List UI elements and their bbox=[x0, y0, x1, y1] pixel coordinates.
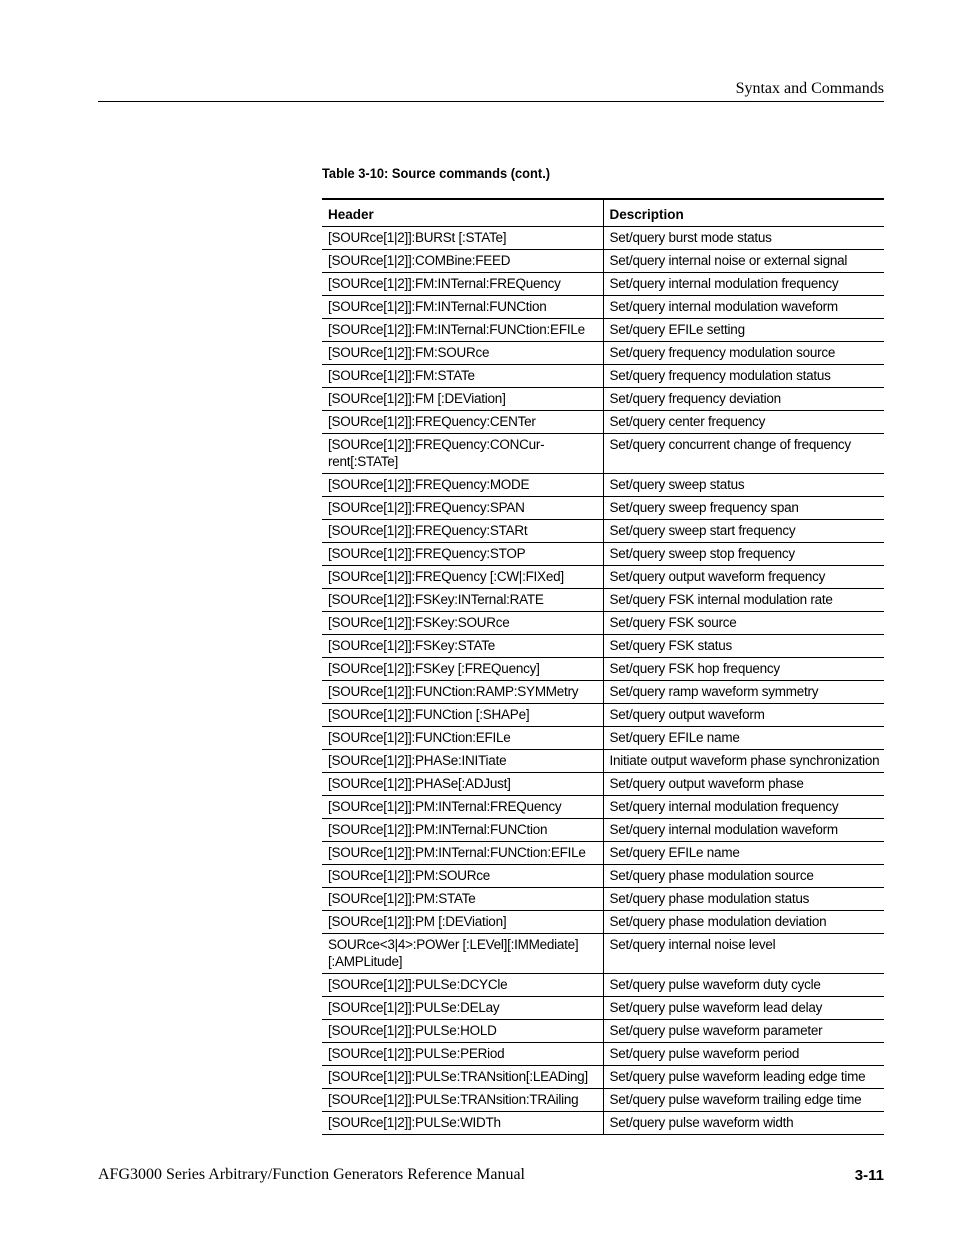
command-description-cell bbox=[603, 434, 884, 474]
command-description-cell bbox=[603, 934, 884, 974]
command-header-text: [SOURce[1|2]]:PULSe:TRANsition[:LEADing] bbox=[328, 1069, 588, 1084]
table-row bbox=[322, 997, 884, 1020]
command-description-text: Set/query EFILe name bbox=[609, 730, 740, 745]
table-row bbox=[322, 911, 884, 934]
command-description-text: Set/query pulse waveform parameter bbox=[609, 1023, 823, 1038]
command-header-cell bbox=[322, 842, 603, 865]
command-description-cell bbox=[603, 704, 884, 727]
command-header-text: [SOURce[1|2]]:FSKey:SOURce bbox=[328, 615, 510, 630]
command-header-text: [SOURce[1|2]]:PM:INTernal:FREQuency bbox=[328, 799, 562, 814]
command-description-cell bbox=[603, 497, 884, 520]
table-row bbox=[322, 365, 884, 388]
command-description-text: Set/query sweep stop frequency bbox=[609, 546, 795, 561]
command-description-text: Set/query pulse waveform duty cycle bbox=[609, 977, 821, 992]
command-header-text: [SOURce[1|2]]:FUNCtion:EFILe bbox=[328, 730, 511, 745]
command-description-cell bbox=[603, 1112, 884, 1135]
table-row bbox=[322, 1043, 884, 1066]
table-row bbox=[322, 974, 884, 997]
table-row bbox=[322, 681, 884, 704]
table-row bbox=[322, 658, 884, 681]
command-header-text: [SOURce[1|2]]:COMBine:FEED bbox=[328, 253, 511, 268]
command-description-cell bbox=[603, 681, 884, 704]
command-header-text: [SOURce[1|2]]:PULSe:DELay bbox=[328, 1000, 500, 1015]
command-header-cell bbox=[322, 934, 603, 974]
command-header-text: [SOURce[1|2]]:PM:INTernal:FUNCtion:EFILe bbox=[328, 845, 586, 860]
command-description-text: Set/query internal modulation waveform bbox=[609, 299, 838, 314]
command-description-text: Set/query internal modulation waveform bbox=[609, 822, 838, 837]
command-header-text: [SOURce[1|2]]:FREQuency:MODE bbox=[328, 477, 530, 492]
table-body bbox=[322, 227, 884, 1135]
command-header-cell bbox=[322, 911, 603, 934]
command-description-text: Set/query sweep start frequency bbox=[609, 523, 796, 538]
command-header-text: [SOURce[1|2]]:FREQuency:STARt bbox=[328, 523, 528, 538]
command-header-text: [SOURce[1|2]]:PM [:DEViation] bbox=[328, 914, 507, 929]
command-description-cell bbox=[603, 612, 884, 635]
command-header-text: [SOURce[1|2]]:FSKey:INTernal:RATE bbox=[328, 592, 544, 607]
command-description-cell bbox=[603, 250, 884, 273]
command-header-text: [SOURce[1|2]]:FM:SOURce bbox=[328, 345, 490, 360]
command-header-cell bbox=[322, 704, 603, 727]
command-description-cell bbox=[603, 589, 884, 612]
command-description-cell bbox=[603, 658, 884, 681]
command-description-text: Set/query FSK hop frequency bbox=[609, 661, 780, 676]
table-row bbox=[322, 934, 884, 974]
command-description-text: Set/query pulse waveform leading edge time bbox=[609, 1069, 866, 1084]
command-header-cell bbox=[322, 296, 603, 319]
command-header-cell bbox=[322, 1066, 603, 1089]
table-row bbox=[322, 796, 884, 819]
command-description-cell bbox=[603, 1089, 884, 1112]
command-description-text: Set/query internal modulation frequency bbox=[609, 276, 839, 291]
command-header-text: [SOURce[1|2]]:PHASe[:ADJust] bbox=[328, 776, 511, 791]
command-description-cell bbox=[603, 911, 884, 934]
command-header-cell bbox=[322, 1089, 603, 1112]
command-description-cell bbox=[603, 388, 884, 411]
command-description-text: Set/query sweep status bbox=[609, 477, 745, 492]
table-row bbox=[322, 1066, 884, 1089]
column-header-description: Description bbox=[603, 199, 884, 227]
command-description-cell bbox=[603, 974, 884, 997]
command-description-text: Set/query center frequency bbox=[609, 414, 766, 429]
table-row bbox=[322, 520, 884, 543]
table-row bbox=[322, 319, 884, 342]
command-description-text: Set/query frequency modulation source bbox=[609, 345, 836, 360]
command-header-cell bbox=[322, 1112, 603, 1135]
table-row bbox=[322, 227, 884, 250]
command-header-text: [SOURce[1|2]]:FSKey [:FREQuency] bbox=[328, 661, 540, 676]
command-description-cell bbox=[603, 227, 884, 250]
command-header-cell bbox=[322, 750, 603, 773]
command-description-text: Set/query burst mode status bbox=[609, 230, 772, 245]
command-header-text: SOURce<3|4>:POWer [:LEVel][:IMMediate] [:AMPLitude] bbox=[328, 937, 579, 969]
command-header-text: [SOURce[1|2]]:FREQuency:SPAN bbox=[328, 500, 525, 515]
command-header-text: [SOURce[1|2]]:FREQuency:STOP bbox=[328, 546, 526, 561]
table-row bbox=[322, 589, 884, 612]
command-description-cell bbox=[603, 365, 884, 388]
table-row bbox=[322, 411, 884, 434]
command-description-text: Set/query pulse waveform width bbox=[609, 1115, 794, 1130]
command-header-text: [SOURce[1|2]]:PULSe:HOLD bbox=[328, 1023, 497, 1038]
command-header-text: [SOURce[1|2]]:PULSe:TRANsition:TRAiling bbox=[328, 1092, 579, 1107]
table-row bbox=[322, 865, 884, 888]
command-header-text: [SOURce[1|2]]:PM:STATe bbox=[328, 891, 476, 906]
table-header-row bbox=[322, 199, 884, 227]
command-description-cell bbox=[603, 865, 884, 888]
command-header-cell bbox=[322, 997, 603, 1020]
command-description-cell bbox=[603, 1043, 884, 1066]
command-header-cell bbox=[322, 796, 603, 819]
table-row bbox=[322, 819, 884, 842]
command-header-cell bbox=[322, 635, 603, 658]
command-header-cell bbox=[322, 658, 603, 681]
command-header-cell bbox=[322, 773, 603, 796]
command-description-text: Set/query EFILe setting bbox=[609, 322, 745, 337]
command-description-text: Set/query concurrent change of frequency bbox=[609, 437, 851, 452]
table-row bbox=[322, 1112, 884, 1135]
command-header-text: [SOURce[1|2]]:FUNCtion:RAMP:SYMMetry bbox=[328, 684, 579, 699]
table-row bbox=[322, 250, 884, 273]
command-description-text: Set/query EFILe name bbox=[609, 845, 740, 860]
command-header-cell bbox=[322, 1043, 603, 1066]
table-row bbox=[322, 543, 884, 566]
command-header-cell bbox=[322, 819, 603, 842]
command-header-text: [SOURce[1|2]]:FUNCtion [:SHAPe] bbox=[328, 707, 530, 722]
command-description-cell bbox=[603, 997, 884, 1020]
command-header-text: [SOURce[1|2]]:PULSe:WIDTh bbox=[328, 1115, 501, 1130]
command-header-cell bbox=[322, 319, 603, 342]
command-description-text: Set/query sweep frequency span bbox=[609, 500, 799, 515]
command-header-cell bbox=[322, 589, 603, 612]
header-rule bbox=[98, 101, 884, 102]
command-description-cell bbox=[603, 342, 884, 365]
command-header-text: [SOURce[1|2]]:FREQuency [:CW|:FIXed] bbox=[328, 569, 564, 584]
command-description-cell bbox=[603, 635, 884, 658]
command-description-cell bbox=[603, 543, 884, 566]
command-description-text: Set/query phase modulation source bbox=[609, 868, 814, 883]
command-description-text: Set/query FSK source bbox=[609, 615, 737, 630]
command-header-text: [SOURce[1|2]]:FSKey:STATe bbox=[328, 638, 496, 653]
command-description-cell bbox=[603, 750, 884, 773]
command-description-text: Set/query FSK internal modulation rate bbox=[609, 592, 833, 607]
command-header-text: [SOURce[1|2]]:FREQuency:CONCur- rent[:STATe] bbox=[328, 437, 545, 469]
command-header-cell bbox=[322, 865, 603, 888]
command-description-cell bbox=[603, 796, 884, 819]
command-description-text: Set/query internal modulation frequency bbox=[609, 799, 839, 814]
command-description-cell bbox=[603, 566, 884, 589]
command-header-cell bbox=[322, 388, 603, 411]
table-row bbox=[322, 704, 884, 727]
table-row bbox=[322, 727, 884, 750]
command-header-cell bbox=[322, 434, 603, 474]
command-header-text: [SOURce[1|2]]:FM:INTernal:FUNCtion bbox=[328, 299, 547, 314]
table-row bbox=[322, 342, 884, 365]
command-description-text: Set/query frequency deviation bbox=[609, 391, 781, 406]
command-description-text: Set/query pulse waveform period bbox=[609, 1046, 800, 1061]
command-header-text: [SOURce[1|2]]:PM:INTernal:FUNCtion bbox=[328, 822, 548, 837]
command-description-text: Set/query internal noise or external signal bbox=[609, 253, 848, 268]
command-description-text: Set/query pulse waveform lead delay bbox=[609, 1000, 823, 1015]
table-row bbox=[322, 612, 884, 635]
command-header-text: [SOURce[1|2]]:PULSe:PERiod bbox=[328, 1046, 505, 1061]
table-row bbox=[322, 773, 884, 796]
table-row bbox=[322, 1089, 884, 1112]
table-row bbox=[322, 273, 884, 296]
command-description-cell bbox=[603, 411, 884, 434]
command-description-cell bbox=[603, 727, 884, 750]
command-header-cell bbox=[322, 727, 603, 750]
command-header-cell bbox=[322, 497, 603, 520]
command-header-text: [SOURce[1|2]]:PULSe:DCYCle bbox=[328, 977, 508, 992]
command-description-text: Set/query pulse waveform trailing edge time bbox=[609, 1092, 862, 1107]
table-row bbox=[322, 474, 884, 497]
source-commands-table bbox=[322, 198, 884, 1135]
command-description-text: Set/query internal noise level bbox=[609, 937, 776, 952]
command-description-cell bbox=[603, 296, 884, 319]
command-header-cell bbox=[322, 365, 603, 388]
command-description-text: Set/query phase modulation deviation bbox=[609, 914, 827, 929]
command-description-text: Set/query output waveform bbox=[609, 707, 765, 722]
command-header-cell bbox=[322, 227, 603, 250]
table-row bbox=[322, 888, 884, 911]
command-header-text: [SOURce[1|2]]:FM:INTernal:FUNCtion:EFILe bbox=[328, 322, 585, 337]
command-header-text: [SOURce[1|2]]:FM:INTernal:FREQuency bbox=[328, 276, 561, 291]
command-description-cell bbox=[603, 273, 884, 296]
command-description-cell bbox=[603, 319, 884, 342]
command-description-cell bbox=[603, 773, 884, 796]
table-row bbox=[322, 388, 884, 411]
command-header-cell bbox=[322, 1020, 603, 1043]
command-description-cell bbox=[603, 819, 884, 842]
table-row bbox=[322, 750, 884, 773]
command-description-cell bbox=[603, 1066, 884, 1089]
command-header-cell bbox=[322, 474, 603, 497]
table-row bbox=[322, 434, 884, 474]
command-description-cell bbox=[603, 474, 884, 497]
page-number: 3-11 bbox=[854, 1167, 884, 1184]
command-header-text: [SOURce[1|2]]:PHASe:INITiate bbox=[328, 753, 507, 768]
command-header-text: [SOURce[1|2]]:FM:STATe bbox=[328, 368, 475, 383]
command-header-cell bbox=[322, 411, 603, 434]
command-header-cell bbox=[322, 974, 603, 997]
command-header-cell bbox=[322, 543, 603, 566]
command-description-text: Initiate output waveform phase synchronization bbox=[609, 753, 880, 768]
command-header-cell bbox=[322, 612, 603, 635]
command-description-cell bbox=[603, 520, 884, 543]
command-description-text: Set/query output waveform phase bbox=[609, 776, 804, 791]
column-header-header: Header bbox=[322, 199, 603, 227]
footer-manual-title: AFG3000 Series Arbitrary/Function Generators Reference Manual bbox=[98, 1166, 525, 1183]
table-row bbox=[322, 842, 884, 865]
command-header-text: [SOURce[1|2]]:FREQuency:CENTer bbox=[328, 414, 536, 429]
table-caption: Table 3-10: Source commands (cont.) bbox=[322, 165, 551, 181]
command-description-text: Set/query frequency modulation status bbox=[609, 368, 831, 383]
command-header-cell bbox=[322, 250, 603, 273]
command-description-text: Set/query FSK status bbox=[609, 638, 733, 653]
command-header-cell bbox=[322, 520, 603, 543]
command-header-text: [SOURce[1|2]]:PM:SOURce bbox=[328, 868, 491, 883]
table-row bbox=[322, 566, 884, 589]
command-header-cell bbox=[322, 273, 603, 296]
command-header-cell bbox=[322, 342, 603, 365]
table-row bbox=[322, 1020, 884, 1043]
command-description-text: Set/query phase modulation status bbox=[609, 891, 810, 906]
command-header-cell bbox=[322, 566, 603, 589]
command-description-text: Set/query ramp waveform symmetry bbox=[609, 684, 819, 699]
running-head: Syntax and Commands bbox=[735, 80, 884, 97]
command-header-cell bbox=[322, 681, 603, 704]
table-row bbox=[322, 296, 884, 319]
table-row bbox=[322, 635, 884, 658]
command-header-text: [SOURce[1|2]]:FM [:DEViation] bbox=[328, 391, 506, 406]
command-description-cell bbox=[603, 842, 884, 865]
command-header-cell bbox=[322, 888, 603, 911]
command-header-text: [SOURce[1|2]]:BURSt [:STATe] bbox=[328, 230, 507, 245]
table-row bbox=[322, 497, 884, 520]
command-description-cell bbox=[603, 1020, 884, 1043]
command-description-text: Set/query output waveform frequency bbox=[609, 569, 826, 584]
command-description-cell bbox=[603, 888, 884, 911]
